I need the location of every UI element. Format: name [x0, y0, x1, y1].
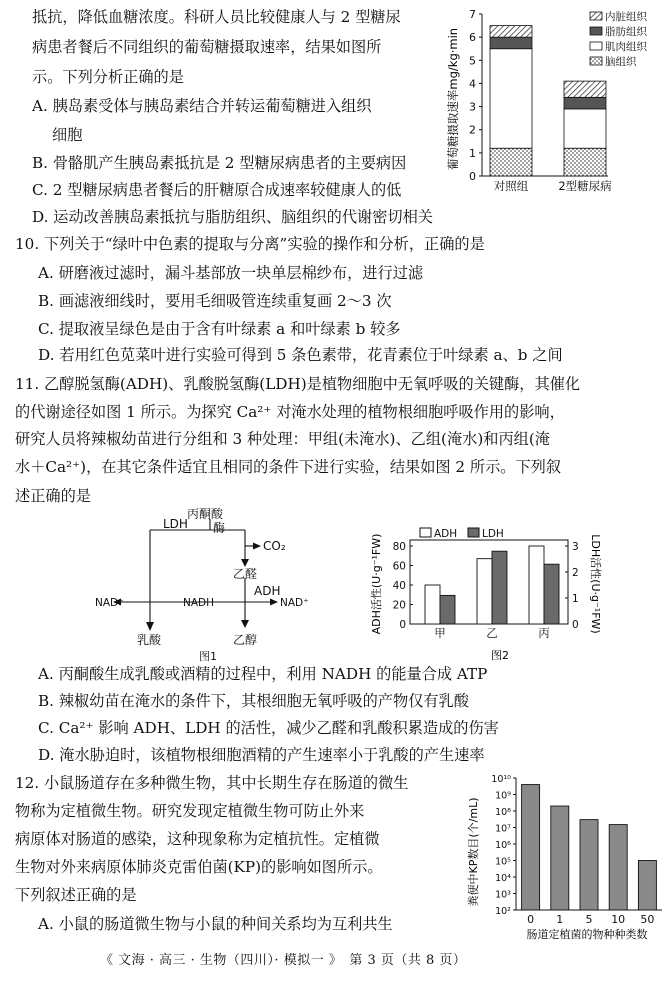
chart1-ylabel: 葡萄糖摄取速率mg/kg·min	[446, 27, 460, 171]
q10-option-d: D. 若用红色苋菜叶进行实验可得到 5 条色素带，花青素位于叶绿素 a、b 之间	[38, 346, 563, 364]
q8-option-b: B. 骨骼肌产生胰岛素抵抗是 2 型糖尿病患者的主要病因	[32, 154, 407, 172]
q12-line-4: 生物对外来病原体肺炎克雷伯菌(KP)的影响如图所示。	[15, 858, 383, 876]
fig2-caption: 图2	[491, 649, 509, 662]
chart1-legend-label: 内脏组织	[605, 11, 647, 23]
chart2-ytick-left-label: 60	[392, 560, 406, 573]
q8-option-a: A. 胰岛素受体与胰岛素结合并转运葡萄糖进入组织	[32, 97, 372, 115]
chart3-ytick-label: 10⁴	[495, 873, 511, 884]
fig1-nad-right: NAD⁺	[280, 597, 309, 609]
chart1-ytick-label: 4	[469, 77, 476, 91]
chart3-category-label: 10	[611, 913, 626, 926]
q11-option-c: C. Ca²⁺ 影响 ADH、LDH 的活性，减少乙醛和乳酸积累造成的伤害	[38, 719, 499, 737]
chart2-category-label: 甲	[434, 626, 446, 640]
chart3-ytick-label: 10⁶	[495, 840, 511, 851]
fig1-nad-left: NAD⁺	[95, 597, 124, 609]
q10-stem: 10. 下列关于“绿叶中色素的提取与分离”实验的操作和分析，正确的是	[15, 235, 485, 253]
fig1-lactate: 乳酸	[137, 633, 162, 647]
fig1-ldh: LDH	[163, 517, 188, 531]
q11-line-5: 述正确的是	[15, 487, 91, 505]
chart2-ytick-right-label: 0	[572, 619, 579, 631]
chart1-legend-swatch	[590, 42, 602, 50]
page-footer: 《 文海 · 高三 · 生物（四川）· 模拟一 》 第 3 页（共 8 页）	[100, 953, 467, 968]
chart3-ytick-label: 10²	[495, 906, 511, 917]
chart3-ylabel: 粪便中KP数目(个/mL)	[467, 797, 480, 907]
chart2-ytick-left-label: 0	[399, 619, 406, 631]
q12-line-2: 物称为定植微生物。研究发现定植微生物可防止外来	[15, 802, 365, 820]
chart3-category-label: 50	[640, 913, 655, 926]
fig1-ethanol: 乙醇	[233, 633, 258, 647]
fig1-adh: ADH	[254, 584, 281, 598]
chart3-bar	[638, 861, 656, 911]
q12-line-5: 下列叙述正确的是	[15, 886, 137, 904]
chart2-ytick-right-label: 2	[572, 567, 579, 579]
figure-1-pathway	[95, 503, 355, 663]
q8-line-2: 病患者餐后不同组织的葡萄糖摄取速率，结果如图所	[32, 38, 382, 56]
adh-ldh-activity-chart	[368, 522, 608, 662]
q10-option-a: A. 研磨液过滤时，漏斗基部放一块单层棉纱布，进行过滤	[38, 264, 424, 282]
fig1-co2: CO₂	[263, 539, 286, 553]
q11-line-2: 的代谢途径如图 1 所示。为探究 Ca²⁺ 对淹水处理的植物根细胞呼吸作用的影响，	[15, 403, 565, 421]
chart1-ytick-label: 3	[469, 100, 476, 114]
q8-line-3: 示。下列分析正确的是	[32, 68, 184, 86]
chart1-category-label: 对照组	[493, 179, 529, 193]
glucose-uptake-chart	[440, 4, 665, 196]
q10-option-c: C. 提取液呈绿色是由于含有叶绿素 a 和叶绿素 b 较多	[38, 320, 401, 338]
chart1-ytick-label: 6	[469, 31, 476, 45]
chart1-ytick-label: 7	[469, 8, 476, 21]
chart2-ytick-left-label: 80	[392, 541, 406, 553]
kp-count-chart	[466, 770, 666, 942]
chart3-bar	[522, 785, 540, 910]
chart1-legend-swatch	[590, 57, 602, 65]
chart1-bar-segment	[564, 81, 606, 97]
chart3-ytick-label: 10⁹	[495, 790, 511, 802]
chart1-ytick-label: 5	[469, 54, 476, 68]
fig1-nadh: NADH	[183, 597, 215, 609]
chart3-bar	[609, 825, 627, 910]
chart1-legend-swatch	[590, 27, 602, 35]
q11-option-d: D. 淹水胁迫时，该植物根细胞酒精的产生速率小于乳酸的产生速率	[38, 746, 485, 764]
q8-option-d: D. 运动改善胰岛素抵抗与脂肪组织、脑组织的代谢密切相关	[32, 208, 433, 226]
chart3-category-label: 0	[527, 913, 535, 926]
chart1-legend-label: 肌肉组织	[605, 41, 647, 53]
q12-line-1: 12. 小鼠肠道存在多种微生物，其中长期生存在肠道的微生	[15, 774, 409, 792]
chart1-bar-segment	[564, 148, 606, 176]
chart2-bar-ldh	[440, 595, 455, 624]
chart1-ytick-label: 2	[469, 123, 476, 137]
q10-option-b: B. 画滤液细线时，要用毛细吸管连续重复画 2～3 次	[38, 292, 392, 310]
chart3-ytick-label: 10⁸	[495, 807, 511, 818]
chart3-xlabel: 肠道定植菌的物种种类数	[526, 928, 648, 941]
chart1-legend-label: 脑组织	[605, 56, 637, 68]
chart2-ytick-right-label: 3	[572, 541, 579, 553]
chart1-ytick-label: 1	[469, 146, 476, 160]
chart2-bar-ldh	[544, 564, 559, 624]
chart1-bar-segment	[490, 37, 532, 49]
q8-option-c: C. 2 型糖尿病患者餐后的肝糖原合成速率较健康人的低	[32, 181, 402, 199]
chart3-ytick-label: 10⁵	[495, 856, 511, 868]
chart2-ytick-left-label: 20	[392, 599, 406, 612]
fig1-enzyme: 酶	[213, 521, 226, 535]
chart2-bar-adh	[477, 559, 492, 624]
chart3-ytick-label: 10¹⁰	[491, 774, 511, 785]
chart3-ytick-label: 10³	[495, 889, 511, 901]
chart3-category-label: 5	[585, 913, 593, 926]
chart2-ytick-left-label: 40	[392, 580, 406, 592]
chart3-bar	[551, 806, 569, 910]
chart1-bar-segment	[490, 49, 532, 149]
chart1-bar-segment	[564, 109, 606, 148]
chart2-legend-adh: ADH	[434, 528, 458, 540]
q11-line-1: 11. 乙醇脱氢酶(ADH)、乳酸脱氢酶(LDH)是植物细胞中无氧呼吸的关键酶，其催化	[15, 375, 581, 393]
chart3-bar	[580, 820, 598, 910]
chart1-bar-segment	[490, 26, 532, 38]
chart3-category-label: 1	[556, 913, 564, 926]
chart2-legend-ldh: LDH	[482, 528, 504, 540]
q11-option-a: A. 丙酮酸生成乳酸或酒精的过程中，利用 NADH 的能量合成 ATP	[38, 665, 488, 683]
chart1-category-label: 2型糖尿病	[558, 179, 612, 193]
q8-option-a-cont: 细胞	[52, 126, 83, 144]
q12-option-a: A. 小鼠的肠道微生物与小鼠的种间关系均为互利共生	[38, 915, 393, 933]
q12-line-3: 病原体对肠道的感染，这种现象称为定植抗性。定植微	[15, 830, 380, 848]
chart2-category-label: 丙	[538, 626, 550, 640]
chart1-legend-label: 脂肪组织	[605, 26, 647, 38]
chart2-bar-adh	[529, 546, 544, 624]
chart2-bar-ldh	[492, 551, 507, 624]
q8-line-1: 抵抗，降低血糖浓度。科研人员比较健康人与 2 型糖尿	[32, 8, 401, 26]
chart2-legend-swatch-ldh	[468, 528, 479, 537]
chart1-bar-segment	[564, 97, 606, 109]
chart2-bar-adh	[425, 585, 440, 624]
chart1-ytick-label: 0	[469, 170, 476, 183]
chart2-ylabel-right: LDH活性(U·g⁻¹FW)	[589, 534, 602, 634]
q11-line-4: 水＋Ca²⁺)，在其它条件适宜且相同的条件下进行实验，结果如图 2 所示。下列叙	[15, 458, 562, 476]
chart2-category-label: 乙	[486, 626, 498, 640]
fig1-acetaldehyde: 乙醛	[233, 567, 258, 581]
fig1-caption: 图1	[199, 650, 217, 663]
chart1-bar-segment	[490, 148, 532, 176]
fig1-pyruvate: 丙酮酸	[187, 507, 224, 521]
q11-line-3: 研究人员将辣椒幼苗进行分组和 3 种处理：甲组(未淹水)、乙组(淹水)和丙组(淹	[15, 430, 550, 448]
q11-option-b: B. 辣椒幼苗在淹水的条件下，其根细胞无氧呼吸的产物仅有乳酸	[38, 692, 469, 710]
chart1-legend-swatch	[590, 12, 602, 20]
chart2-ytick-right-label: 1	[572, 593, 579, 605]
chart3-ytick-label: 10⁷	[495, 823, 511, 835]
chart2-ylabel-left: ADH活性(U·g⁻¹FW)	[370, 533, 383, 635]
chart2-legend-swatch-adh	[420, 528, 431, 537]
